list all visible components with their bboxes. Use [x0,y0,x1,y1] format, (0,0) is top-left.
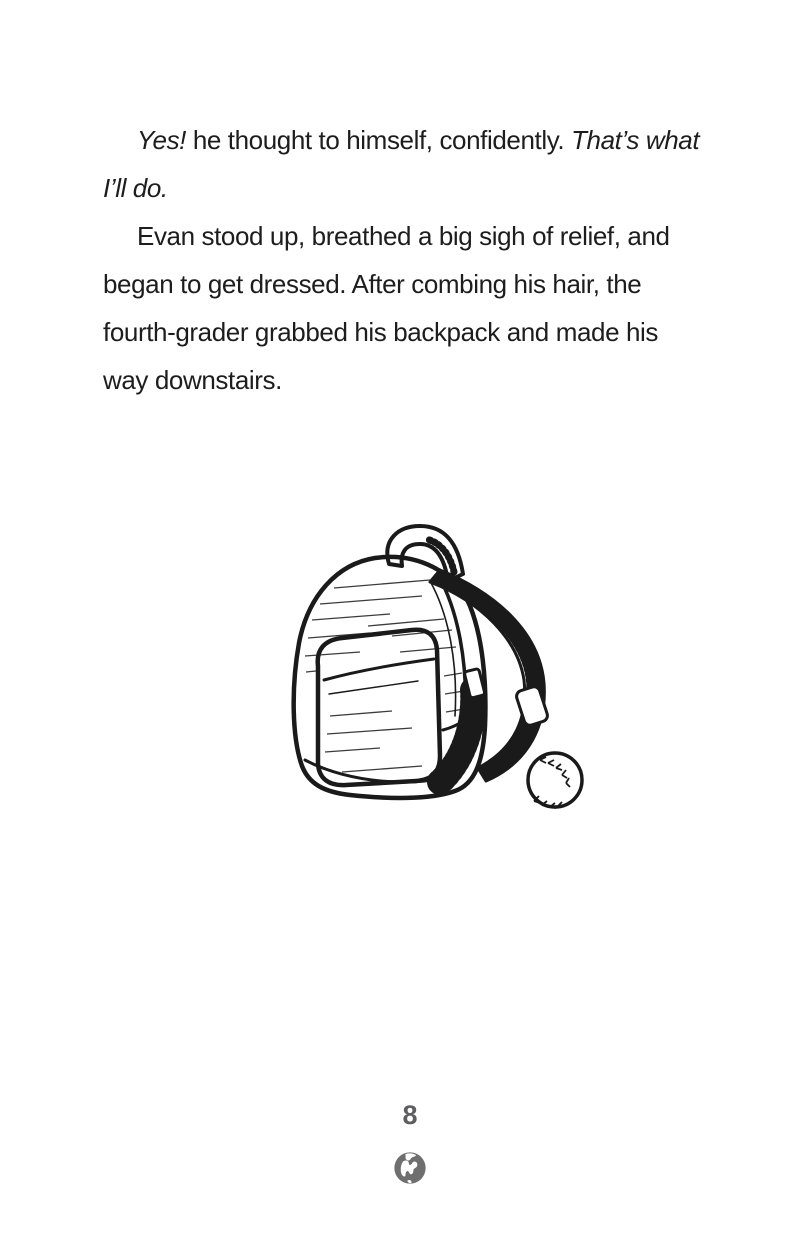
backpack-baseball-svg [272,518,602,818]
text-segment: he thought to himself, confidently. [186,125,572,155]
text-line-4 [103,260,723,308]
publisher-logo [10,1149,800,1192]
backpack-handle [387,526,463,581]
text-line-3 [103,212,723,260]
text-segment: I’ll do. [103,173,168,203]
front-pocket [318,630,440,785]
text-segment: way downstairs. [103,365,282,395]
globe-icon [392,1149,428,1187]
text-segment: That’s what [571,125,700,155]
baseball [528,753,582,808]
body-text [103,116,723,404]
text-segment: Evan stood up, breathed a big sigh of relief, and [137,221,670,251]
text-segment: fourth-grader grabbed his backpack and made his [103,317,658,347]
text-line-6 [103,356,723,404]
text-segment: Yes! [137,125,186,155]
page-number: 8 [402,1100,418,1130]
text-line-2 [103,164,723,212]
text-line-1 [103,116,723,164]
text-segment: began to get dressed. After combing his hair, the [103,269,642,299]
text-line-5 [103,308,723,356]
backpack-baseball-illustration [272,518,602,818]
